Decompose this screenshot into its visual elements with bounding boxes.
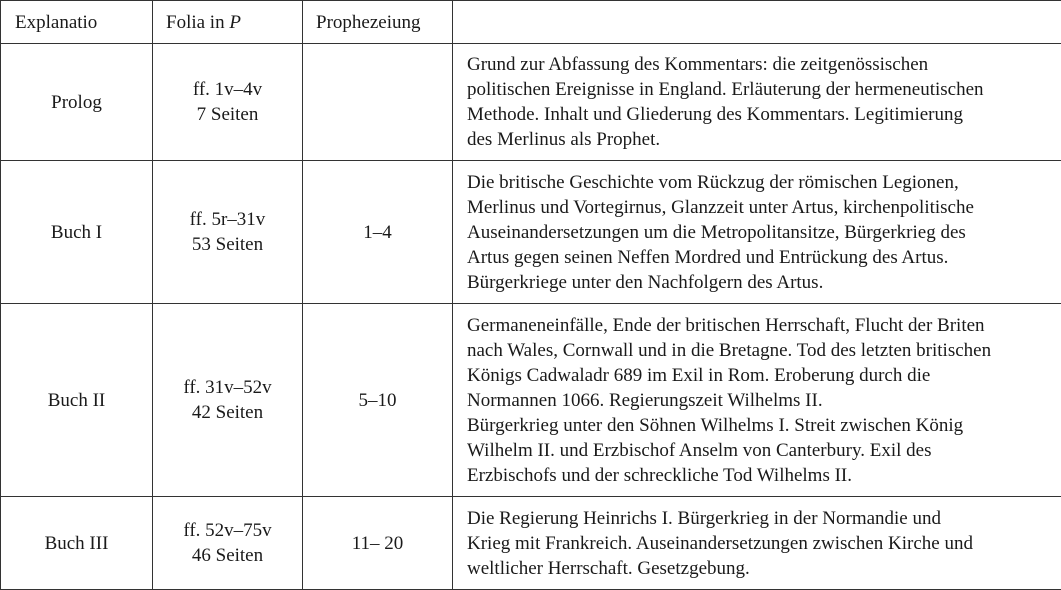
description-line: Merlinus und Vortegirnus, Glanzzeit unter Artus, kirchenpolitische [467,195,1047,220]
table-row [1,161,1061,304]
description-line: Die britische Geschichte vom Rückzug der römischen Legionen, [467,170,1047,195]
folia-page-count: 42 Seiten [153,400,302,425]
cell-prophezeiung: 5–10 [303,304,453,497]
description-line: Wilhelm II. und Erzbischof Anselm von Canterbury. Exil des [467,438,1047,463]
description-line: Bürgerkriege unter den Nachfolgern des Artus. [467,270,1047,295]
description-line: Artus gegen seinen Neffen Mordred und Entrückung des Artus. [467,245,1047,270]
header-folia [153,1,303,44]
table-header-row [1,1,1061,44]
description-line: weltlicher Herrschaft. Gesetzgebung. [467,556,1047,581]
description-line: nach Wales, Cornwall und in die Bretagne. Tod des letzten britischen [467,338,1047,363]
folia-page-count: 46 Seiten [153,543,302,568]
cell-folia [153,497,303,590]
description-line: Germaneneinfälle, Ende der britischen Herrschaft, Flucht der Briten [467,313,1047,338]
cell-prophezeiung: 1–4 [303,161,453,304]
description-line: Die Regierung Heinrichs I. Bürgerkrieg in der Normandie und [467,506,1047,531]
description-line: Bürgerkrieg unter den Söhnen Wilhelms I. Streit zwischen König [467,413,1047,438]
cell-description [453,161,1061,304]
header-explanatio: Explanatio [1,1,153,44]
cell-explanatio: Prolog [1,44,153,161]
folia-range: ff. 5r–31v [153,207,302,232]
cell-prophezeiung [303,44,453,161]
header-description [453,1,1061,44]
table-row [1,497,1061,590]
cell-folia [153,161,303,304]
cell-folia [153,304,303,497]
description-line: politischen Ereignisse in England. Erläuterung der hermeneutischen [467,77,1047,102]
cell-description [453,497,1061,590]
folia-range: ff. 31v–52v [153,375,302,400]
folia-page-count: 53 Seiten [153,232,302,257]
cell-explanatio: Buch III [1,497,153,590]
table-row [1,304,1061,497]
folia-range: ff. 1v–4v [153,77,302,102]
folia-range: ff. 52v–75v [153,518,302,543]
header-prophezeiung: Prophezeiung [303,1,453,44]
header-folia-manuscript-siglum: P [229,12,241,33]
cell-description [453,304,1061,497]
description-line: Auseinandersetzungen um die Metropolitansitze, Bürgerkrieg des [467,220,1047,245]
cell-explanatio: Buch I [1,161,153,304]
folia-page-count: 7 Seiten [153,102,302,127]
cell-description [453,44,1061,161]
description-line: Erzbischofs und der schreckliche Tod Wilhelms II. [467,463,1047,488]
description-line: Normannen 1066. Regierungszeit Wilhelms II. [467,388,1047,413]
cell-prophezeiung: 11– 20 [303,497,453,590]
table-row [1,44,1061,161]
description-line: Grund zur Abfassung des Kommentars: die zeitgenössischen [467,52,1047,77]
description-line: Königs Cadwaladr 689 im Exil in Rom. Eroberung durch die [467,363,1047,388]
cell-folia [153,44,303,161]
description-line: Krieg mit Frankreich. Auseinandersetzungen zwischen Kirche und [467,531,1047,556]
header-folia-label: Folia in [166,12,229,33]
description-line: Methode. Inhalt und Gliederung des Kommentars. Legitimierung [467,102,1047,127]
cell-explanatio: Buch II [1,304,153,497]
description-line: des Merlinus als Prophet. [467,127,1047,152]
